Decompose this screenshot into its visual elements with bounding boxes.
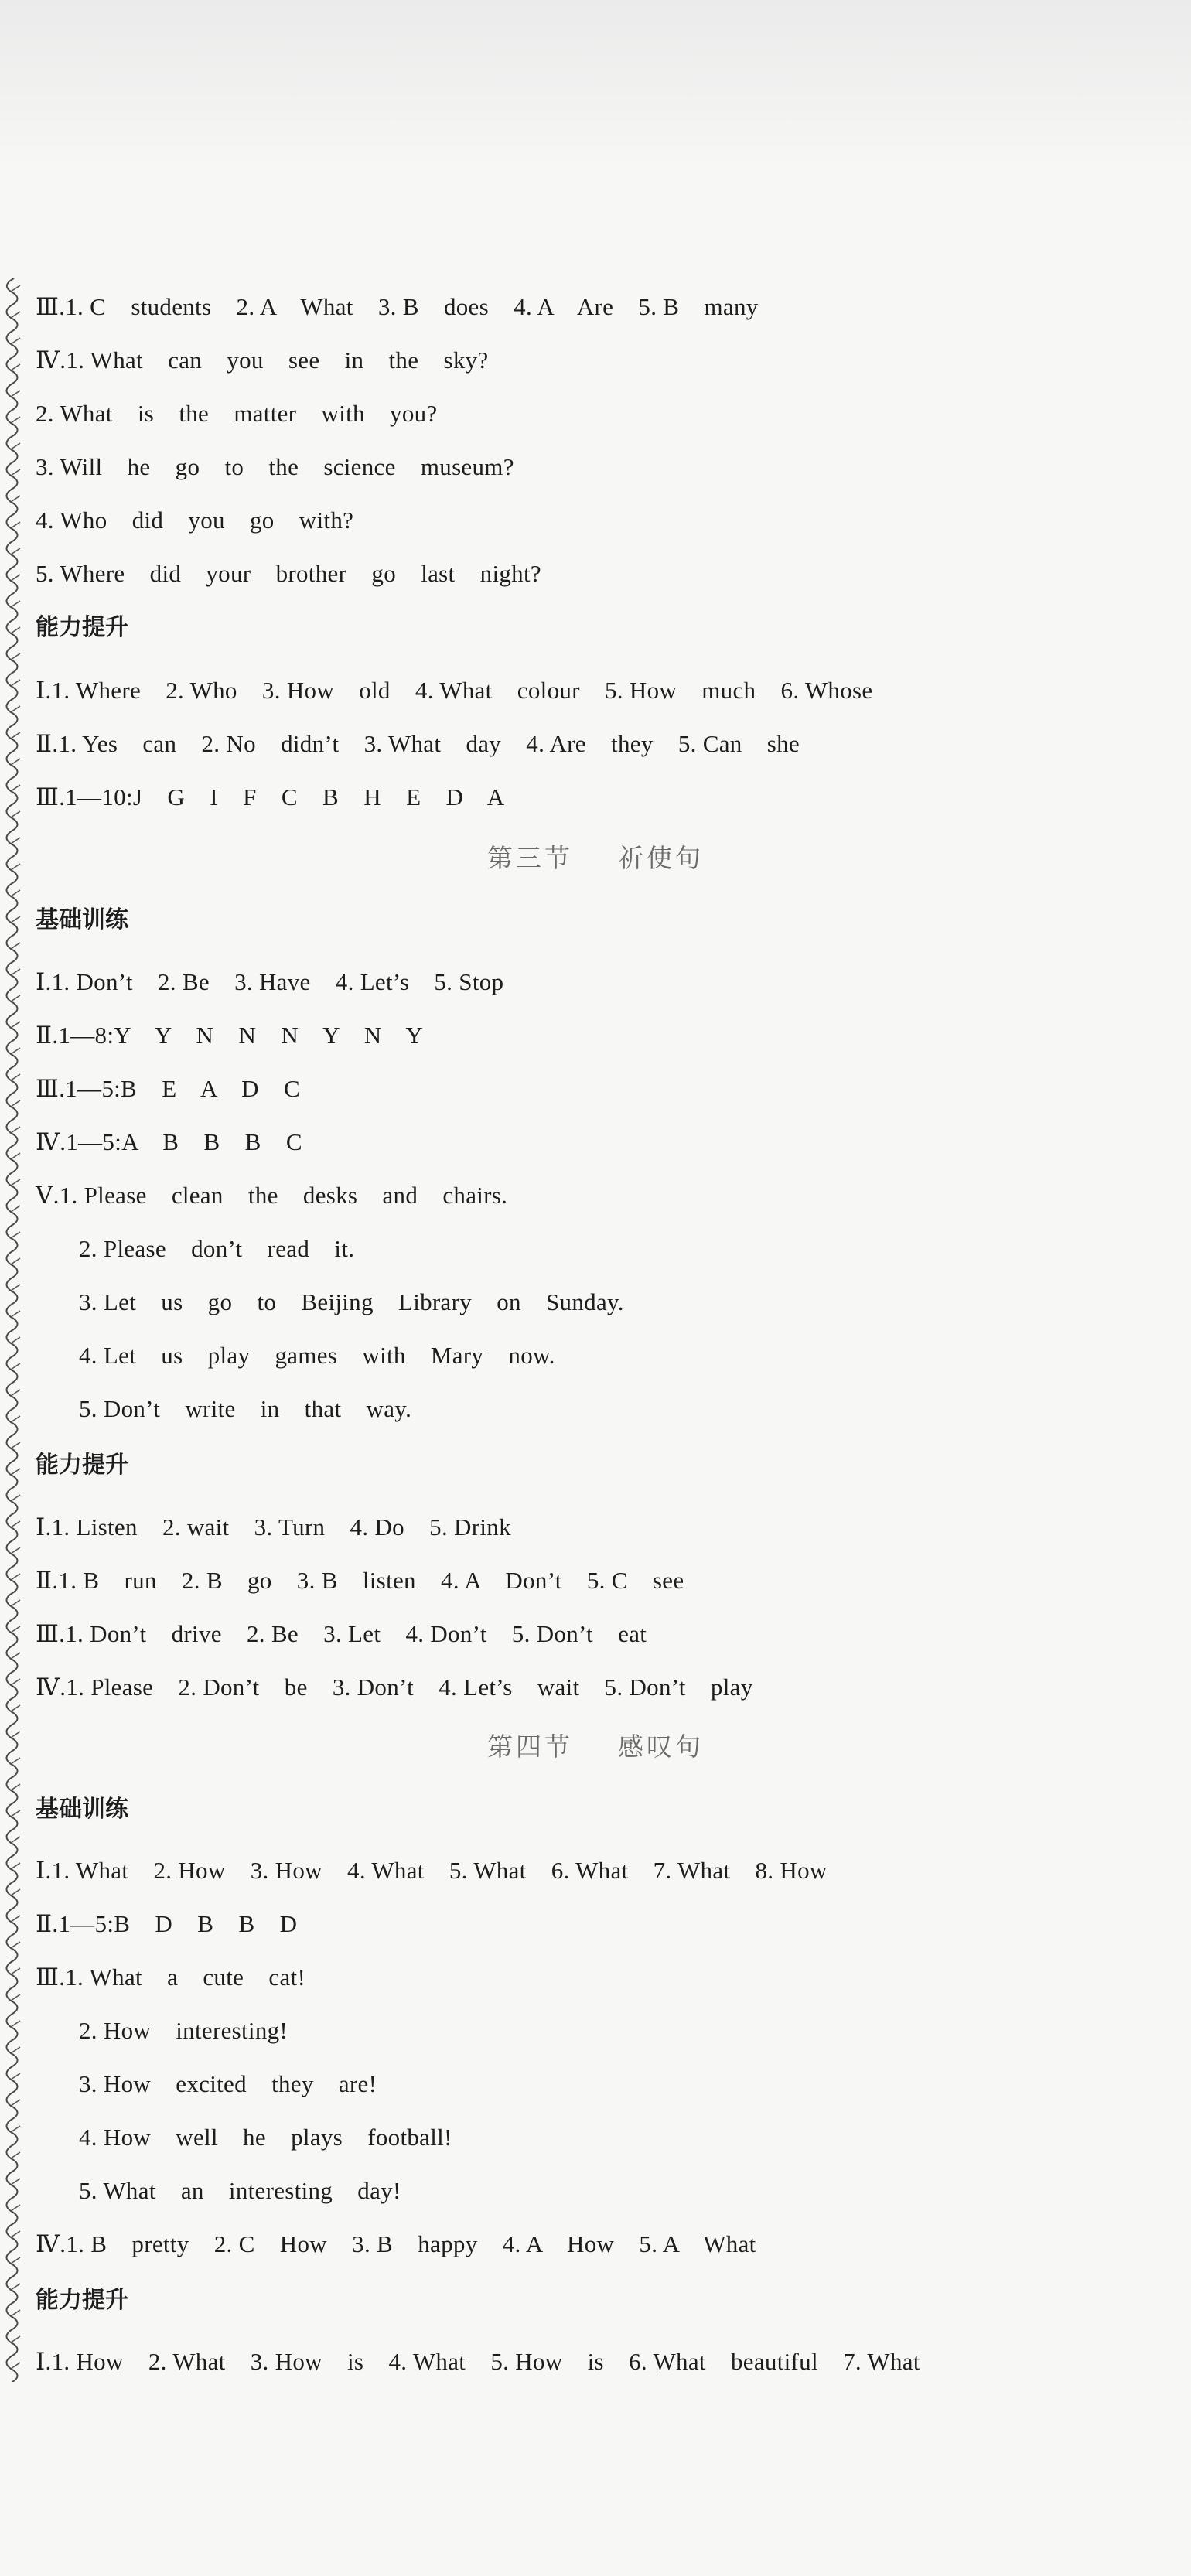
answer-line: Ⅱ.1. B run 2. B go 3. B listen 4. A Don’t 5. C see [36, 1567, 684, 1594]
answer-line: Ⅲ.1—10:J G I F C B H E D A [36, 783, 505, 810]
answer-line: Ⅱ.1—8:Y Y N N N Y N Y [36, 1022, 424, 1049]
answer-line: 5. Don’t write in that way. [79, 1395, 412, 1422]
section-title: 第三节 祈使句 [487, 843, 704, 873]
answer-line: Ⅴ.1. Please clean the desks and chairs. [36, 1182, 508, 1209]
subsection-heading: 基础训练 [36, 1796, 128, 1823]
answer-line: 3. Will he go to the science museum? [36, 453, 514, 480]
answer-line: Ⅰ.1. Listen 2. wait 3. Turn 4. Do 5. Drink [36, 1513, 511, 1540]
subsection-heading: 基础训练 [36, 906, 128, 933]
answer-line: Ⅳ.1—5:A B B B C [36, 1128, 302, 1155]
answer-line: 2. What is the matter with you? [36, 400, 438, 427]
subsection-heading: 能力提升 [36, 1452, 128, 1479]
subsection-heading: 能力提升 [36, 2287, 128, 2314]
answer-line: Ⅰ.1. What 2. How 3. How 4. What 5. What 6. What 7. What 8. How [36, 1857, 828, 1884]
answer-line: 2. Please don’t read it. [79, 1235, 355, 1262]
answer-line: 4. How well he plays football! [79, 2124, 452, 2151]
answer-line: 4. Let us play games with Mary now. [79, 1342, 555, 1369]
answer-line: Ⅱ.1—5:B D B B D [36, 1910, 298, 1937]
answer-line: Ⅰ.1. How 2. What 3. How is 4. What 5. How is 6. What beautiful 7. What [36, 2348, 920, 2375]
section-title: 第四节 感叹句 [487, 1732, 704, 1762]
answer-line: 5. Where did your brother go last night? [36, 560, 541, 587]
answer-line: Ⅲ.1. C students 2. A What 3. B does 4. A Are 5. B many [36, 293, 759, 320]
subsection-heading: 能力提升 [36, 614, 128, 641]
answer-line: Ⅳ.1. B pretty 2. C How 3. B happy 4. A How 5. A What [36, 2230, 756, 2257]
answer-line: Ⅲ.1—5:B E A D C [36, 1075, 301, 1102]
answer-line: Ⅲ.1. What a cute cat! [36, 1964, 306, 1991]
answer-line: Ⅰ.1. Don’t 2. Be 3. Have 4. Let’s 5. Stop [36, 968, 504, 995]
answer-line: 3. Let us go to Beijing Library on Sunday. [79, 1288, 624, 1315]
answer-line: 2. How interesting! [79, 2017, 288, 2044]
answer-line: Ⅰ.1. Where 2. Who 3. How old 4. What colour 5. How much 6. Whose [36, 677, 873, 704]
scan-top-band [0, 0, 1191, 166]
answer-line: Ⅳ.1. Please 2. Don’t be 3. Don’t 4. Let’s wait 5. Don’t play [36, 1674, 753, 1701]
wavy-margin-decoration [0, 278, 28, 2382]
answer-line: 3. How excited they are! [79, 2070, 377, 2097]
answer-line: 4. Who did you go with? [36, 507, 354, 534]
answer-line: Ⅳ.1. What can you see in the sky? [36, 346, 489, 374]
answer-line: Ⅲ.1. Don’t drive 2. Be 3. Let 4. Don’t 5. Don’t eat [36, 1620, 647, 1647]
answer-line: Ⅱ.1. Yes can 2. No didn’t 3. What day 4. Are they 5. Can she [36, 730, 800, 757]
answer-line: 5. What an interesting day! [79, 2177, 401, 2204]
